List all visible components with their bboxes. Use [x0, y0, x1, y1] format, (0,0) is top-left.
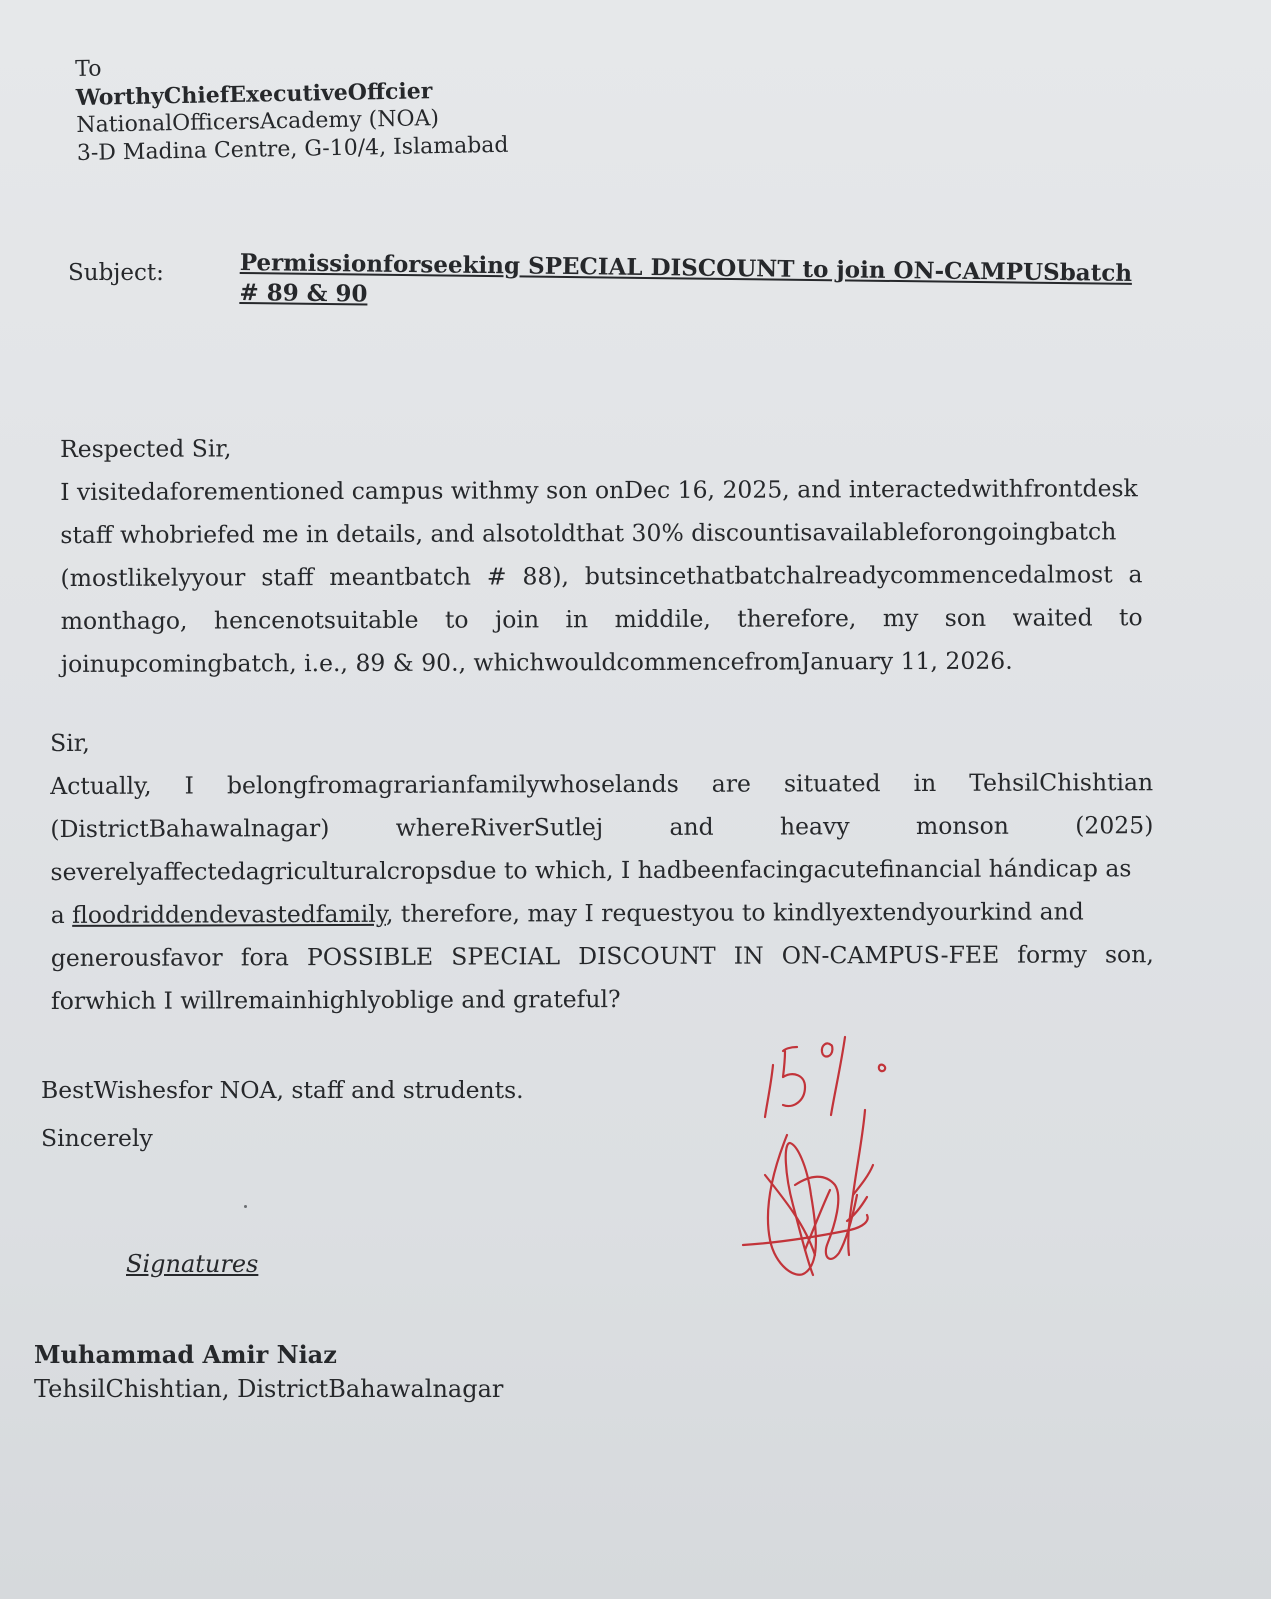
subject-label: Subject: [68, 260, 164, 286]
paragraph-1-line-3 [60, 553, 1142, 600]
note-digit-1 [765, 1065, 773, 1117]
word: my [882, 604, 919, 633]
signatures-label: Signatures [126, 1250, 259, 1278]
word: a [1128, 560, 1143, 589]
sir-salutation: Sir, [50, 728, 90, 757]
word: (DistrictBahawalnagar) [50, 814, 330, 843]
word: IN [733, 941, 764, 970]
word: son, [1104, 940, 1154, 969]
word: staff [261, 563, 314, 592]
word: in [565, 605, 589, 634]
word: whereRiverSutlej [395, 813, 604, 842]
to-label: To [75, 56, 102, 82]
sender-name: Muhammad Amir Niaz [34, 1340, 337, 1369]
word: Actually, [50, 771, 152, 800]
paragraph-2-line-1 [50, 761, 1153, 808]
word: to [444, 605, 469, 634]
word: in [913, 768, 937, 797]
body-paragraph-1 [60, 424, 1143, 686]
word: son [944, 603, 987, 632]
recipient-address: 3-D Madina Centre, G-10/4, Islamabad [76, 132, 509, 166]
word: DISCOUNT [578, 941, 716, 971]
sender-block [34, 1337, 503, 1407]
word: situated [783, 769, 881, 798]
paragraph-2-line-6: forwhich I willremainhighlyoblige and grateful? [50, 985, 621, 1015]
word: SPECIAL [451, 942, 561, 971]
word: # [486, 562, 507, 591]
word: and [669, 812, 714, 841]
word: generousfavor [50, 943, 223, 972]
note-percent-circle-top [822, 1043, 833, 1056]
word: (2025) [1075, 811, 1154, 840]
underlined-phrase: floodriddendevastedfamily [72, 899, 386, 929]
note-percent-circle-bottom [879, 1065, 885, 1072]
line-suffix: , therefore, may I requestyou to kindlyextendyourkind and [385, 897, 1084, 928]
word: formy [1017, 940, 1087, 969]
paragraph-1-line-4 [61, 596, 1143, 643]
subject-line-1: Permissionforseeking SPECIAL DISCOUNT to join ON-CAMPUSbatch [239, 248, 1133, 287]
handwritten-signature-and-note [735, 1025, 905, 1290]
recipient-address-block [75, 48, 509, 168]
word: monson [915, 811, 1009, 840]
word: meantbatch [329, 562, 472, 592]
body-paragraph-2 [50, 718, 1154, 1023]
paragraph-2-line-4 [51, 890, 1154, 937]
signature-stroke [768, 1135, 816, 1275]
sender-location: TehsilChishtian, DistrictBahawalnagar [34, 1375, 504, 1403]
paragraph-2-line-2 [50, 804, 1153, 851]
recipient-title: WorthyChiefExecutiveOffcier [75, 78, 433, 111]
word: join [494, 605, 540, 634]
word: POSSIBLE [306, 942, 434, 972]
word: monthago, [60, 606, 188, 635]
word: middile, [614, 604, 711, 634]
word: I [184, 771, 194, 800]
paragraph-2-line-5 [51, 933, 1154, 980]
word: butsincethatbatchalreadycommencedalmost [584, 560, 1113, 591]
recipient-organization: NationalOfficersAcademy (NOA) [76, 106, 440, 138]
word: are [711, 769, 751, 798]
word: therefore, [737, 604, 857, 633]
best-wishes: BestWishesfor NOA, staff and strudents. [41, 1076, 524, 1104]
word: ON-CAMPUS-FEE [781, 940, 1000, 970]
paper-speck [244, 1205, 247, 1208]
paragraph-1-line-1: I visitedaforementioned campus withmy son onDec 16, 2025, and interactedwithfrontdesk [60, 474, 1138, 506]
greeting: Respected Sir, [60, 434, 232, 463]
word: 88), [522, 562, 570, 591]
sincerely: Sincerely [41, 1124, 153, 1152]
word: to [1118, 603, 1143, 632]
line-prefix: a [50, 900, 73, 929]
word: fora [240, 943, 289, 972]
subject-text [239, 248, 1133, 319]
note-digit-5 [783, 1047, 805, 1106]
paragraph-1-line-5: joinupcomingbatch, i.e., 89 & 90., whichwouldcommencefromJanuary 11, 2026. [60, 646, 1013, 678]
word: heavy [779, 812, 850, 841]
word: hencenotsuitable [213, 605, 419, 635]
closing-block [41, 1066, 524, 1162]
word: (mostlikelyyour [60, 563, 246, 592]
paragraph-1-line-2: staff whobriefed me in details, and alsotoldthat 30% discountisavailableforongoingbatch [60, 517, 1117, 549]
word: waited [1012, 603, 1093, 632]
word: belongfromagrarianfamilywhoselands [226, 769, 679, 800]
word: TehsilChishtian [969, 768, 1154, 797]
paragraph-2-line-3: severelyaffectedagriculturalcropsdue to which, I hadbeenfacingacutefinancial hándicap as [50, 854, 1132, 886]
subject-line-2: # 89 & 90 [239, 278, 368, 308]
